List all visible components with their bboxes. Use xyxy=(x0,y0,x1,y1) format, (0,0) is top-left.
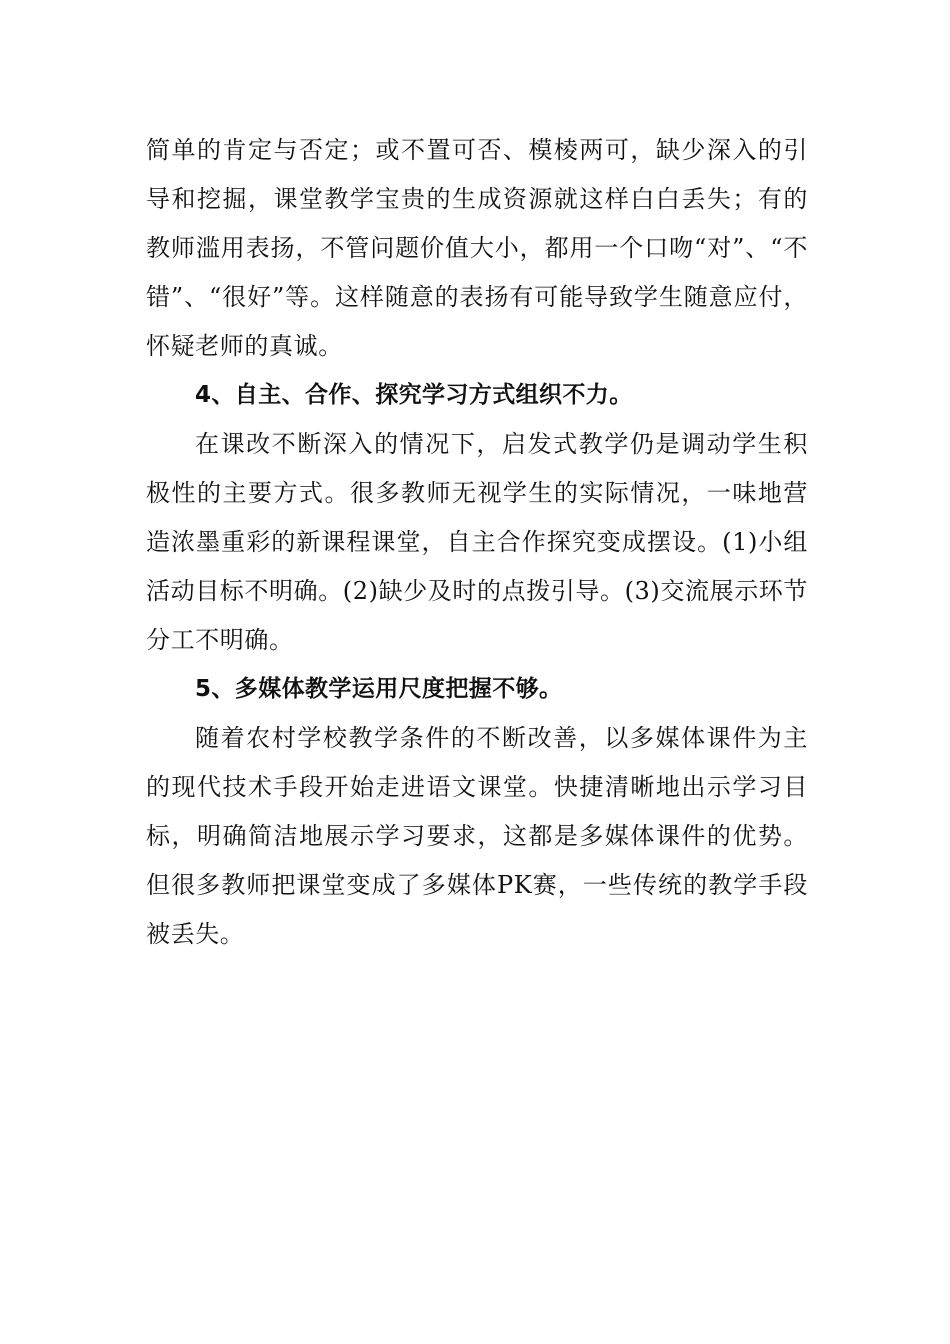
paragraph-cooperative-learning: 在课改不断深入的情况下，启发式教学仍是调动学生积极性的主要方式。很多教师无视学生的实际情况，一味地营造浓墨重彩的新课程课堂，自主合作探究变成摆设。(1)小组活动目标不明确。(2)缺少及时的点拨引导。(3)交流展示环节分工不明确。 xyxy=(146,430,808,654)
section-heading-5: 5、多媒体教学运用尺度把握不够。 xyxy=(195,676,563,702)
section-heading-4: 4、自主、合作、探究学习方式组织不力。 xyxy=(195,382,633,408)
paragraph-continuation: 简单的肯定与否定；或不置可否、模棱两可，缺少深入的引导和挖掘，课堂教学宝贵的生成资源就这样白白丢失；有的教师滥用表扬，不管问题价值大小，都用一个口吻“对”、“不错”、“很好”等。这样随意的表扬有可能导致学生随意应付，怀疑老师的真诚。 xyxy=(146,136,808,360)
paragraph-multimedia: 随着农村学校教学条件的不断改善，以多媒体课件为主的现代技术手段开始走进语文课堂。快捷清晰地出示学习目标，明确简洁地展示学习要求，这都是多媒体课件的优势。但很多教师把课堂变成了多媒体PK赛，一些传统的教学手段被丢失。 xyxy=(146,724,808,948)
document-body xyxy=(146,126,808,959)
